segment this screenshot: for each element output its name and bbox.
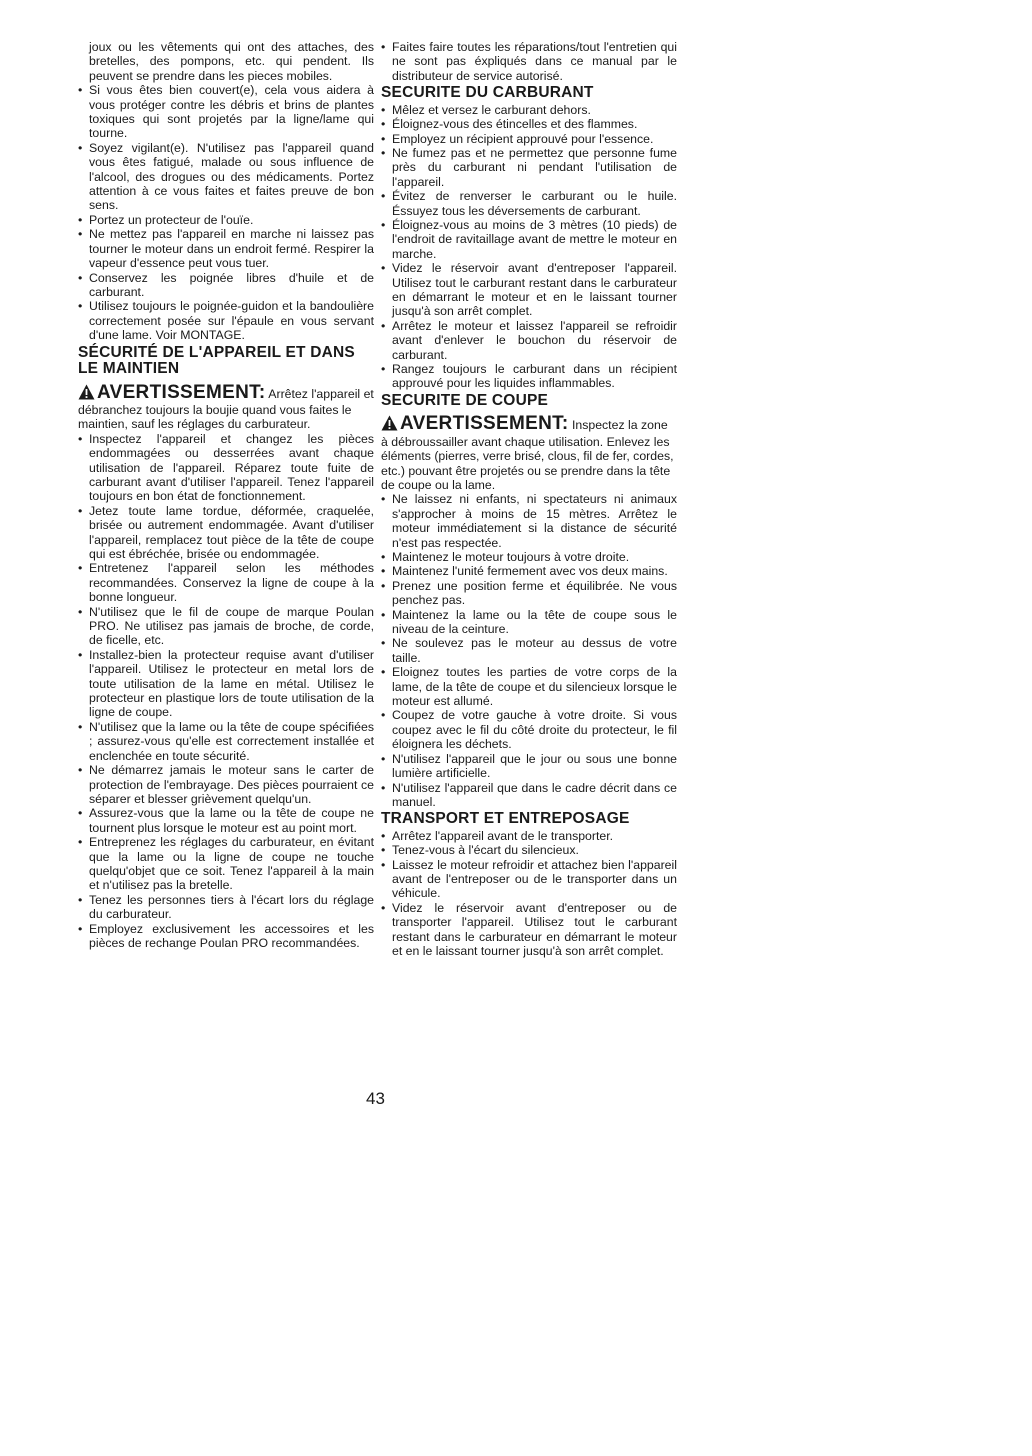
list-item: • Utilisez toujours le poignée-guidon et la bandoulière correctement posée sur l'épaule en vous servant d'une lame. Voir MONTAGE.	[78, 299, 374, 342]
list-item: • Videz le réservoir avant d'entreposer ou de transporter l'appareil. Utilisez tout le carburant restant dans le carburateur en démarrant le moteur et en le laissant tourner jusqu'à son arrêt complet.	[381, 901, 677, 959]
left-column	[78, 40, 374, 950]
list-item: • Éloignez-vous au moins de 3 mètres (10 pieds) de l'endroit de ravitaillage avant de mettre le moteur en marche.	[381, 218, 677, 261]
list-item: • Maintenez le moteur toujours à votre droite.	[381, 550, 677, 564]
section-heading-transport: TRANSPORT ET ENTREPOSAGE	[381, 810, 630, 828]
section-heading-fuel: SECURITE DU CARBURANT	[381, 84, 594, 102]
section-heading-maintenance: SÉCURITÉ DE L'APPAREIL ET DANS LE MAINTIEN	[78, 343, 355, 378]
list-item: • Tenez les personnes tiers à l'écart lors du réglage du carburateur.	[78, 893, 374, 922]
list-item: • Soyez vigilant(e). N'utilisez pas l'appareil quand vous êtes fatigué, malade ou sous influence de l'alcool, des drogues ou des médicaments. Portez attention à ce vous faites et faites preuve de bon sens.	[78, 141, 374, 213]
right-bullet-list-0	[381, 40, 677, 83]
right-column	[381, 40, 677, 958]
right-bullet-list-1	[381, 103, 677, 391]
list-item: • Coupez de votre gauche à votre droite. Si vous coupez avec le fil du côté droite du protecteur, le fil éloignera les déchets.	[381, 708, 677, 751]
right-bullet-list-2	[381, 492, 677, 809]
list-item: • Maintenez l'unité fermement avec vos deux mains.	[381, 564, 677, 578]
list-item: • Prenez une position ferme et équilibrée. Ne vous penchez pas.	[381, 579, 677, 608]
list-item: • Ne démarrez jamais le moteur sans le carter de protection de l'embrayage. Des pièces pourraient ce séparer et blesser grièvement quelqu'un.	[78, 763, 374, 806]
list-item: • Évitez de renverser le carburant ou le huile. Éssuyez tous les déversements de carburant.	[381, 189, 677, 218]
list-item: • Entreprenez les réglages du carburateur, en évitant que la lame ou la ligne de coupe ne touche quelqu'objet que ce soit. Tenez l'appareil à la main et n'utilisez pas la bretelle.	[78, 835, 374, 893]
list-item: • Ne mettez pas l'appareil en marche ni laissez pas tourner le moteur dans un endroit fermé. Respirer la vapeur d'essence peut vous tuer.	[78, 227, 374, 270]
list-item: • N'utilisez que le fil de coupe de marque Poulan PRO. Ne utilisez pas jamais de broche, de corde, de ficelle, etc.	[78, 605, 374, 648]
list-item: • Installez-bien la protecteur requise avant d'utiliser l'appareil. Utilisez le protecteur en metal lors de toute utilisation de la lame en métal. Utilisez le protecteur en plastique lors de toute utilisation de la ligne de coupe.	[78, 648, 374, 720]
list-item: • Employez exclusivement les accessoires et les pièces de rechange Poulan PRO recommandées.	[78, 922, 374, 951]
left-bullet-list-2	[78, 432, 374, 951]
warning-text: Inspectez la zone à débroussailler avant chaque utilisation. Enlevez les éléments (pierres, verre brisé, clous, fil de fer, cordes, etc.) pouvant être projetés ou se prendre dans la tête de coupe ou la lame.	[381, 418, 674, 492]
list-item: • Inspectez l'appareil et changez les pièces endommagées ou desserrées avant chaque utilisation de l'appareil. Réparez toute fuite de carburant avant d'utiliser l'appareil. Tenez l'appareil toujours en bon état de fonctionnement.	[78, 432, 374, 504]
list-item: • N'utilisez l'appareil que le jour ou sous une bonne lumière artificielle.	[381, 752, 677, 781]
right-bullet-list-3	[381, 829, 677, 959]
list-item: • Laissez le moteur refroidir et attachez bien l'appareil avant de l'entreposer ou de le transporter dans un véhicule.	[381, 858, 677, 901]
warning-block	[78, 381, 374, 432]
list-item: • Ne fumez pas et ne permettez que personne fume près du carburant ni pendant l'utilisation de l'appareil.	[381, 146, 677, 189]
list-item: • Arrêtez le moteur et laissez l'appareil se refroidir avant d'enlever le bouchon du réservoir de carburant.	[381, 319, 677, 362]
section-heading-cutting: SECURITE DE COUPE	[381, 391, 549, 409]
page-number: 43	[366, 1089, 385, 1108]
intro-paragraph: joux ou les vêtements qui ont des attaches, des bretelles, des pompons, etc. qui pendent. Ils peuvent se prendre dans les pieces mobiles.	[89, 40, 374, 83]
list-item: • Conservez les poignée libres d'huile et de carburant.	[78, 271, 374, 300]
list-item: • N'utilisez l'appareil que dans le cadre décrit dans ce manuel.	[381, 781, 677, 810]
list-item: • Eloignez toutes les parties de votre corps de la lame, de la tête de coupe et du silencieux lorsque le moteur est allumé.	[381, 665, 677, 708]
list-item: • Entretenez l'appareil selon les méthodes recommandées. Conservez la ligne de coupe à la bonne longueur.	[78, 561, 374, 604]
list-item: • Faites faire toutes les réparations/tout l'entretien qui ne sont pas éxpliqués dans ce manual par le distributeur de service autorisé.	[381, 40, 677, 83]
list-item: • Si vous êtes bien couvert(e), cela vous aidera à vous protéger contre les débris et brins de plantes toxiques qui sont projetés par la ligne/lame qui tourne.	[78, 83, 374, 141]
warning-block	[381, 415, 677, 492]
warning-title: AVERTISSEMENT:	[97, 381, 266, 403]
list-item: • Mêlez et versez le carburant dehors.	[381, 103, 677, 117]
list-item: • Ne soulevez pas le moteur au dessus de votre taille.	[381, 636, 677, 665]
warning-triangle-icon	[381, 415, 398, 434]
list-item: • N'utilisez que la lame ou la tête de coupe spécifiées ; assurez-vous qu'elle est correctement installée et enclenchée en toute sécurité.	[78, 720, 374, 763]
list-item: • Ne laissez ni enfants, ni spectateurs ni animaux s'approcher à moins de 15 mètres. Arrêtez le moteur immédiatement si la distance de sécurité n'est pas respectée.	[381, 492, 677, 550]
list-item: • Éloignez-vous des étincelles et des flammes.	[381, 117, 677, 131]
warning-title: AVERTISSEMENT:	[400, 413, 569, 435]
list-item: • Maintenez la lame ou la tête de coupe sous le niveau de la ceinture.	[381, 608, 677, 637]
left-bullet-list-1	[78, 83, 374, 342]
list-item: • Jetez toute lame tordue, déformée, craquelée, brisée ou autrement endommagée. Avant d'utiliser l'appareil, remplacez tout pièce de la tête de coupe qui est ébréchée, brisée ou endommagée.	[78, 504, 374, 562]
warning-text: Arrêtez l'appareil et débranchez toujours la boujie quand vous faites le maintien, sauf les réglages du carburateur.	[78, 386, 374, 432]
warning-triangle-icon	[78, 384, 95, 403]
list-item: • Tenez-vous à l'écart du silencieux.	[381, 843, 677, 857]
list-item: • Rangez toujours le carburant dans un récipient approuvé pour les liquides inflammables.	[381, 362, 677, 391]
list-item: • Assurez-vous que la lame ou la tête de coupe ne tournent plus lorsque le moteur est au point mort.	[78, 806, 374, 835]
list-item: • Videz le réservoir avant d'entreposer l'appareil. Utilisez tout le carburant restant dans le carburateur en démarrant le moteur et en le laissant tourner jusqu'à son arrêt complet.	[381, 261, 677, 319]
list-item: • Portez un protecteur de l'ouïe.	[78, 213, 374, 227]
list-item: • Employez un récipient approuvé pour l'essence.	[381, 132, 677, 146]
list-item: • Arrêtez l'appareil avant de le transporter.	[381, 829, 677, 843]
